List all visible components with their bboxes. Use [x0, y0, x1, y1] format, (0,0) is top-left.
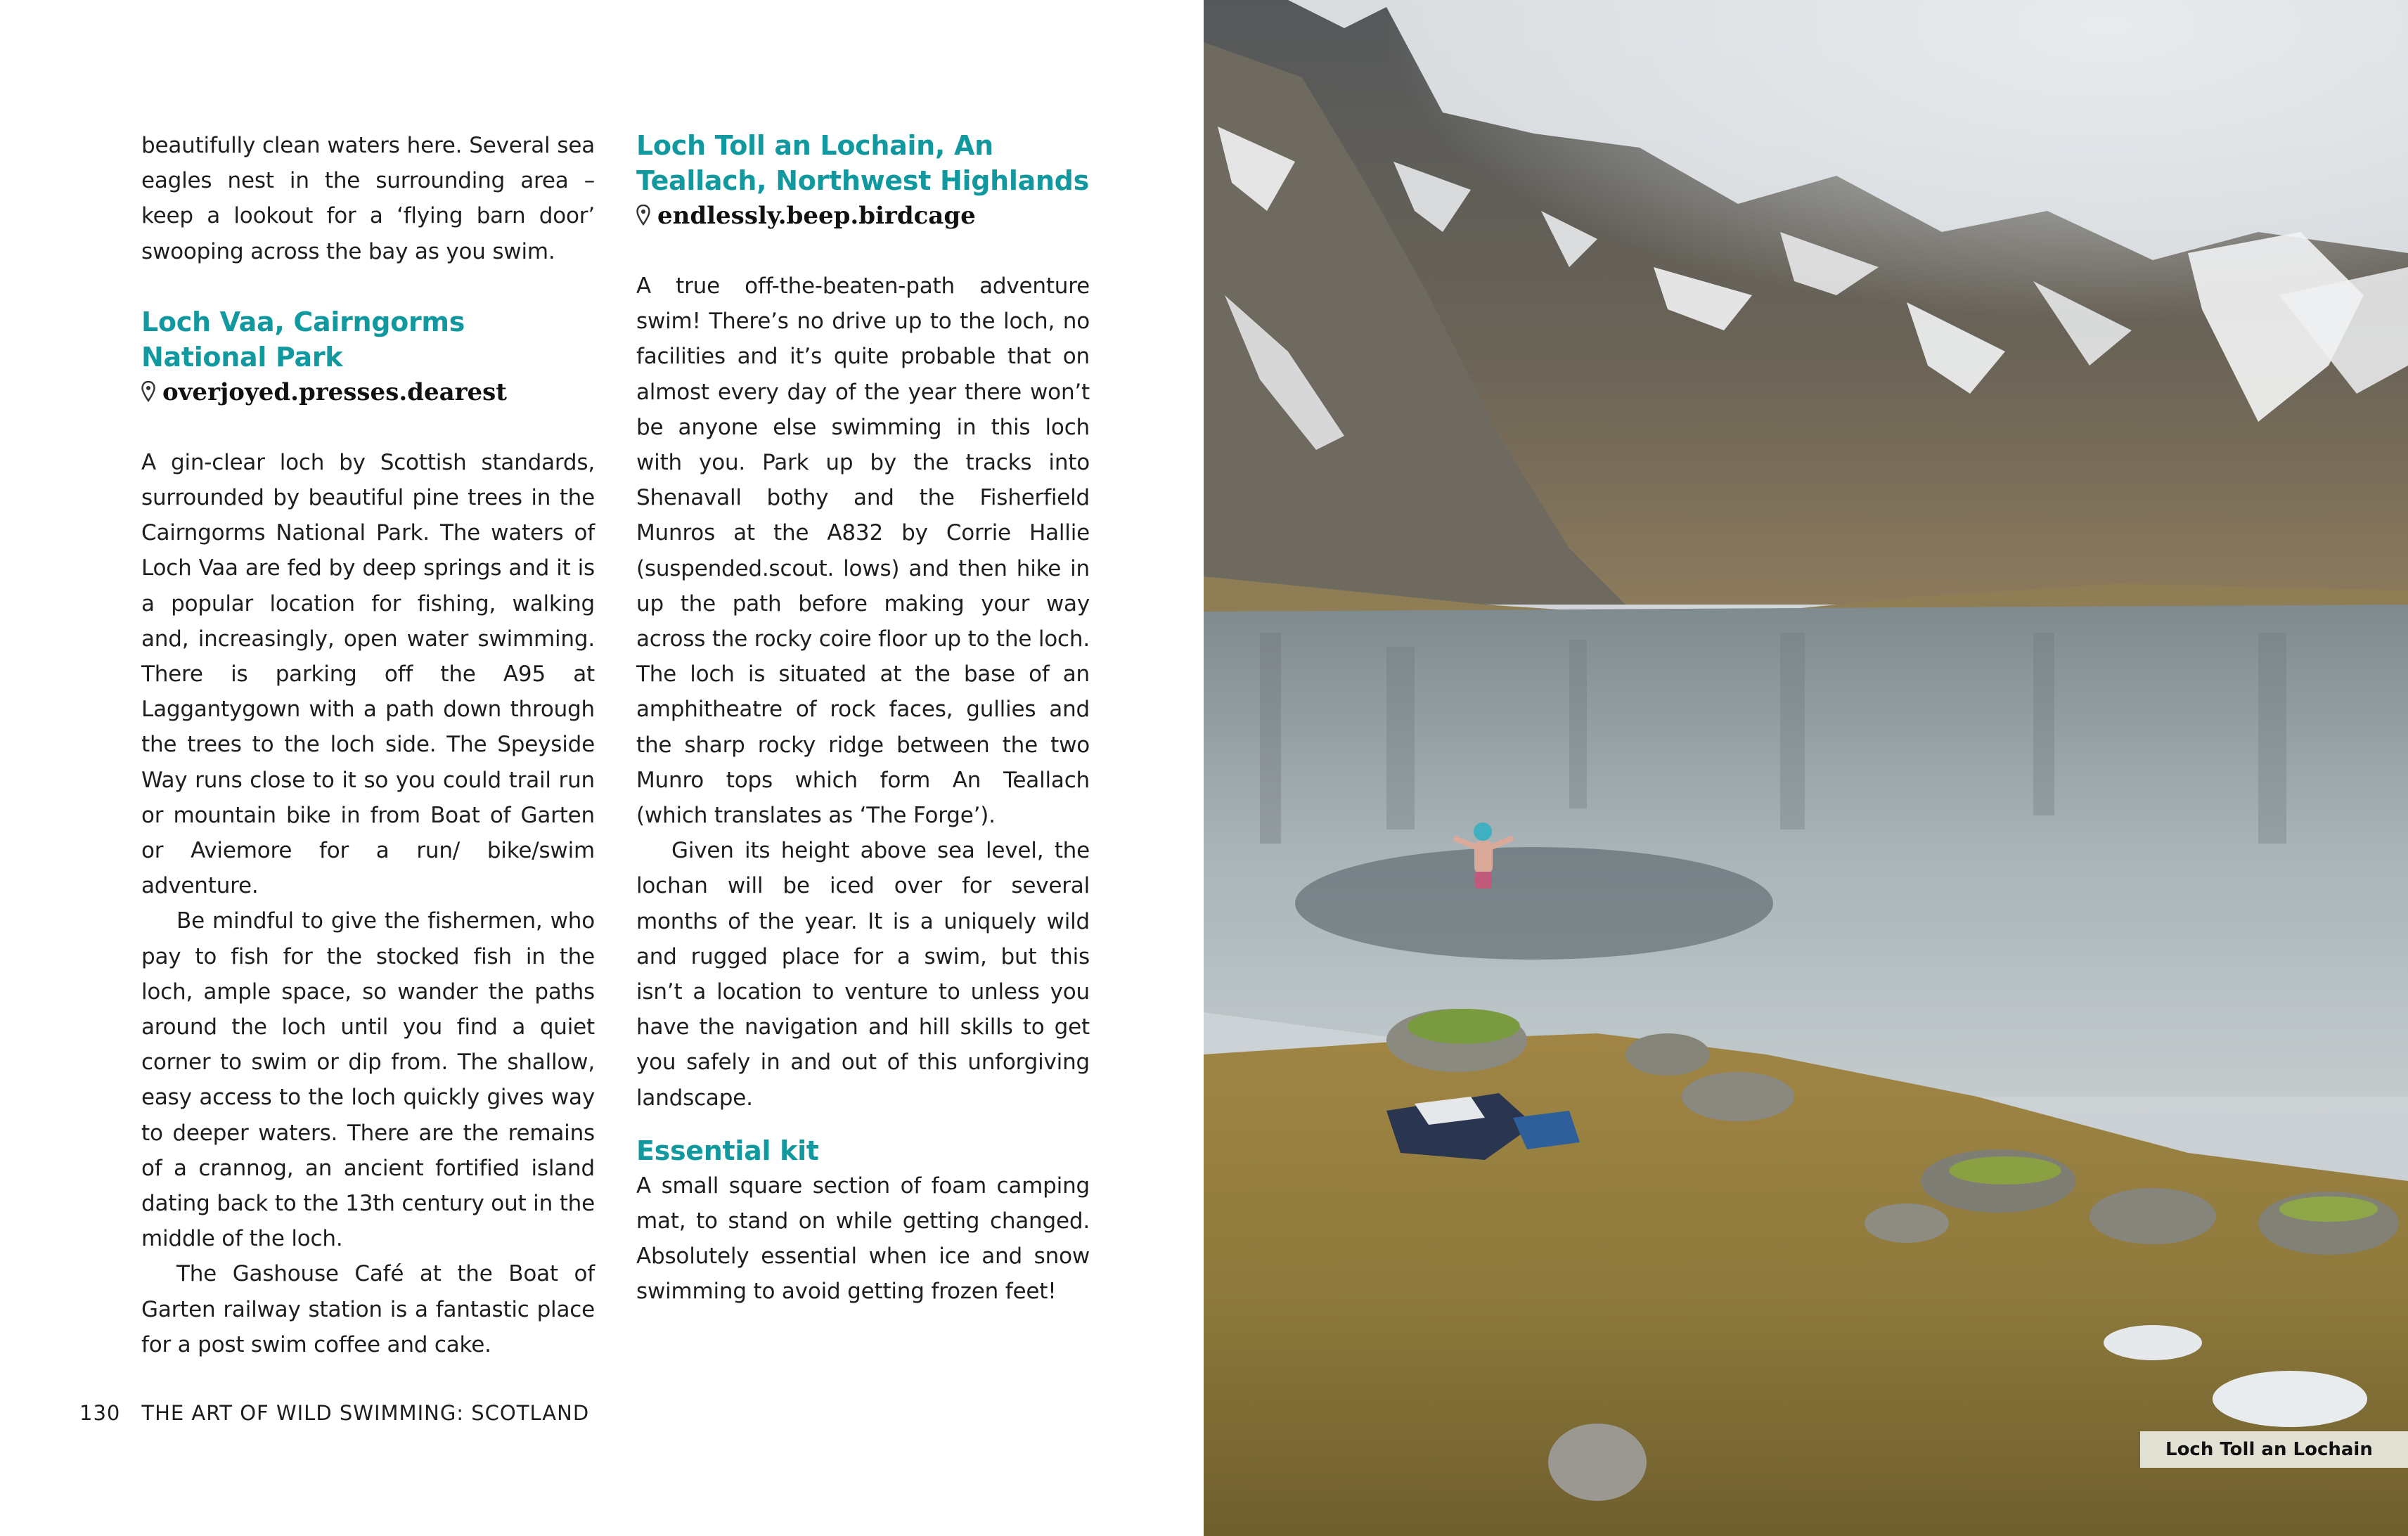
section-heading-loch-toll-an-lochain: Loch Toll an Lochain, An Teallach, Northwest Highlands [636, 130, 1089, 196]
essential-kit-heading: Essential kit [636, 1135, 819, 1166]
body-paragraph: Be mindful to give the fishermen, who pay to fish for the stocked fish in the loch, ample space, so wander the paths around the loch until you find a quiet corner to swim or dip from. The shallow, easy access to the loch quickly gives way to deeper waters. There are the remains of a crannog, an ancient fortified island dating back to the 13th century out in the middle of the loch. [141, 908, 595, 1252]
intro-paragraph: beautifully clean waters here. Several sea eagles nest in the surrounding area – keep a lookout for a ‘flying barn door’ swooping across the bay as you swim. [141, 133, 595, 264]
location-words: overjoyed.presses.dearest [162, 377, 507, 406]
essential-kit-paragraph: A small square section of foam camping mat, to stand on while getting changed. Absolutely essential when ice and snow swimming to avoid getting frozen feet! [636, 1173, 1090, 1305]
body-paragraph: The Gashouse Café at the Boat of Garten railway station is a fantastic place for a post swim coffee and cake. [141, 1261, 595, 1357]
page-number: 130 [79, 1401, 121, 1425]
text-column-right [636, 128, 1090, 1310]
map-pin-icon [636, 205, 650, 226]
page-footer [79, 1401, 589, 1425]
body-paragraph: A true off-the-beaten-path adventure swim! There’s no drive up to the loch, no facilities and it’s quite probable that on almost every day of the year there won’t be anyone else swimming in this loch with you. Park up by the tracks into Shenavall bothy and the Fisherfield Munros at the A832 by Corrie Hallie (suspended.scout. lows) and then hike in up the path before making your way across the rocky coire floor up to the loch. The loch is situated at the base of an amphitheatre of rock faces, gullies and the sharp rocky ridge between the two Munro tops which form An Teallach (which translates as ‘The Forge’). [636, 273, 1090, 829]
map-pin-icon [141, 381, 155, 402]
body-paragraph: Given its height above sea level, the lochan will be iced over for several months of the year. It is a uniquely wild and rugged place for a swim, but this isn’t a location to venture to unless you have the navigation and hill skills to get you safely in and out of this unforgiving landscape. [636, 838, 1090, 1111]
body-paragraph: A gin-clear loch by Scottish standards, surrounded by beautiful pine trees in the Cairngorms National Park. The waters of Loch Vaa are fed by deep springs and it is a popular location for fishing, walking and, increasingly, open water swimming. There is parking off the A95 at Laggantygown with a path down through the trees to the loch side. The Speyside Way runs close to it so you could trail run or mountain bike in from Boat of Garten or Aviemore for a run/ bike/swim adventure. [141, 449, 595, 899]
what3words-location [141, 375, 595, 410]
running-title: THE ART OF WILD SWIMMING: SCOTLAND [141, 1401, 590, 1425]
photo-caption: Loch Toll an Lochain [2140, 1431, 2408, 1468]
what3words-location [636, 198, 1090, 233]
loch-photo [1204, 0, 2408, 1536]
section-heading-loch-vaa: Loch Vaa, Cairngorms National Park [141, 306, 465, 373]
location-words: endlessly.beep.birdcage [657, 202, 976, 230]
text-column-left [141, 128, 595, 1362]
